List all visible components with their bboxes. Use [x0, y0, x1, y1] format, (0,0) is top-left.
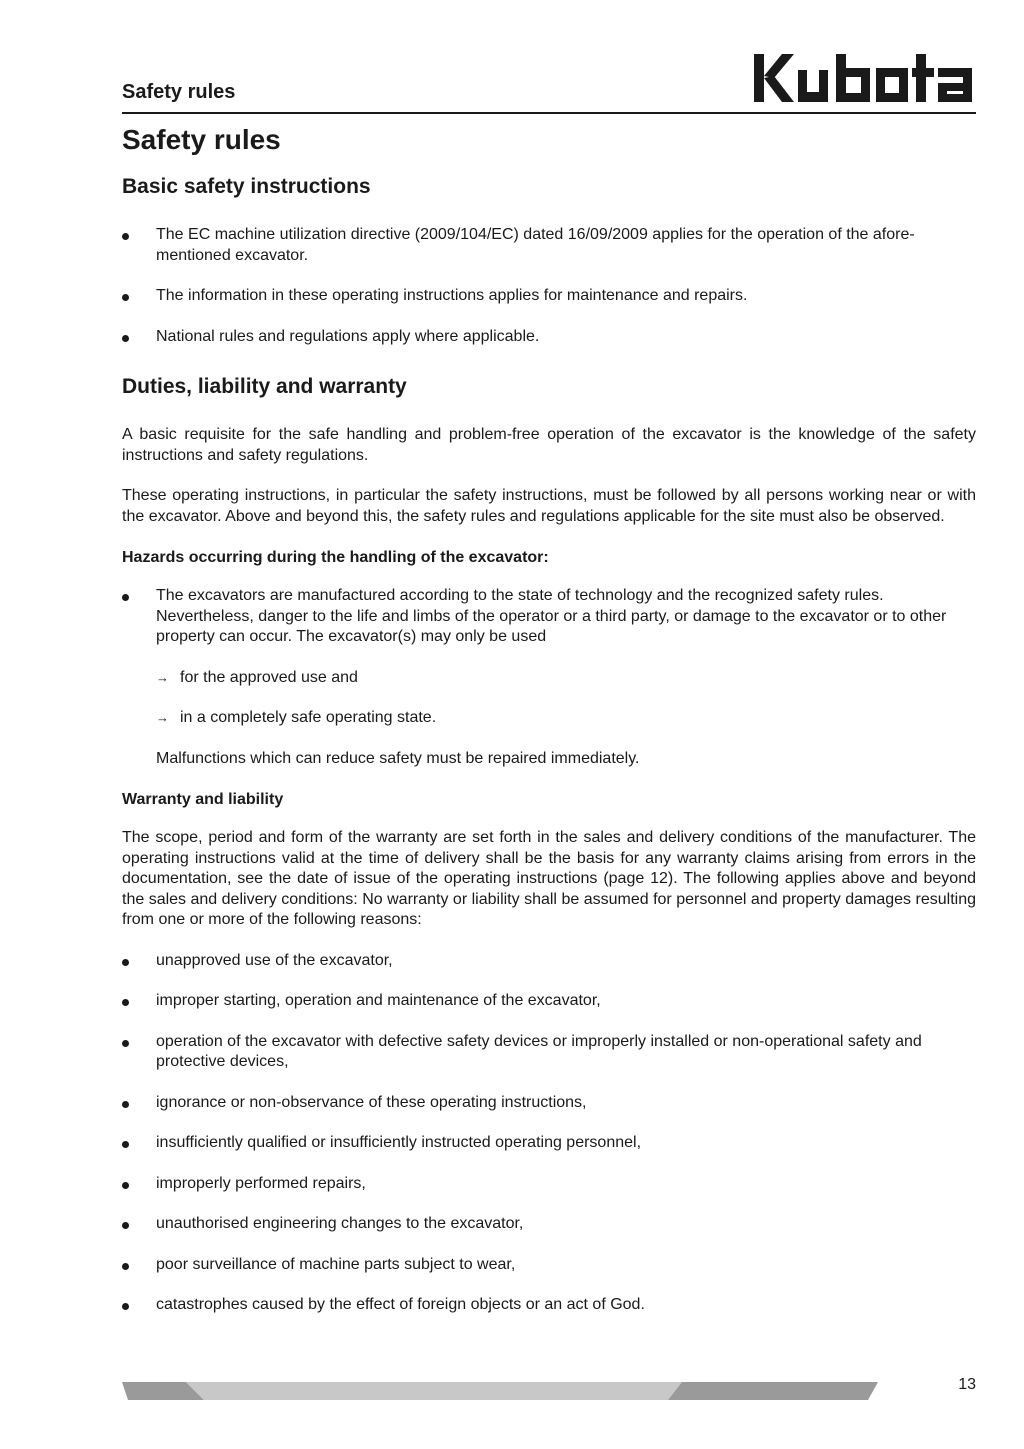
bullet-icon	[122, 1222, 129, 1229]
page-header	[122, 48, 976, 114]
warranty-reasons-list	[122, 951, 976, 1316]
basic-safety-list	[122, 225, 976, 347]
list-item	[122, 991, 976, 1012]
header-section-title: Safety rules	[122, 81, 236, 103]
basic-safety-heading: Basic safety instructions	[122, 175, 371, 198]
list-item-text: insufficiently qualified or insufficiently instructed operating personnel,	[156, 1134, 642, 1151]
list-item-text: improper starting, operation and maintenance of the excavator,	[156, 992, 601, 1009]
page-number: 13	[958, 1376, 976, 1393]
arrow-item-text: in a completely safe operating state.	[180, 709, 437, 726]
footer-decorative-bar	[122, 1380, 882, 1402]
arrow-list-item	[122, 668, 976, 689]
list-item	[122, 1214, 976, 1235]
list-item-text: poor surveillance of machine parts subject to wear,	[156, 1255, 516, 1273]
list-item	[122, 1295, 976, 1316]
arrow-list-item	[122, 708, 976, 729]
bullet-icon	[122, 594, 129, 601]
bullet-icon	[122, 1303, 129, 1310]
list-item	[122, 1255, 976, 1276]
list-item	[122, 286, 976, 307]
list-item-text: ignorance or non-observance of these operating instructions,	[156, 1093, 587, 1111]
bullet-icon	[122, 1040, 129, 1047]
list-item-text: National rules and regulations apply where applicable.	[156, 327, 540, 345]
list-item-text: The EC machine utilization directive (2009/104/EC) dated 16/09/2009 applies for the operation of the afore-mentioned excavator.	[156, 226, 915, 264]
list-item-text: catastrophes caused by the effect of foreign objects or an act of God.	[156, 1296, 645, 1313]
bullet-icon	[122, 233, 129, 240]
page-content	[122, 122, 976, 1316]
bullet-icon	[122, 1141, 129, 1148]
list-item-text: operation of the excavator with defective safety devices or improperly installed or non-operational safety and protective devices,	[156, 1032, 922, 1070]
kubota-logo	[752, 50, 974, 106]
malfunctions-note: Malfunctions which can reduce safety must be repaired immediately.	[156, 749, 640, 767]
bullet-icon	[122, 1101, 129, 1108]
list-item	[122, 1032, 976, 1073]
bullet-icon	[122, 1263, 129, 1270]
duties-paragraph-1: A basic requisite for the safe handling and problem-free operation of the excavator is the knowledge of the safety instructions and safety regulations.	[122, 426, 976, 464]
bullet-icon	[122, 999, 129, 1006]
document-page	[122, 0, 976, 1449]
hazards-list	[122, 586, 976, 648]
list-item	[122, 951, 976, 972]
page-title: Safety rules	[122, 124, 281, 155]
arrow-item-text: for the approved use and	[180, 668, 358, 686]
warranty-heading: Warranty and liability	[122, 791, 284, 808]
list-item-text: The excavators are manufactured according to the state of technology and the recognized safety rules. Nevertheless, danger to the life and limbs of the operator or a third party, or damage to the excavator or to other property can occur. The excavator(s) may only be used	[156, 587, 947, 645]
hazards-heading: Hazards occurring during the handling of the excavator:	[122, 549, 549, 566]
bullet-icon	[122, 335, 129, 342]
duties-heading: Duties, liability and warranty	[122, 375, 407, 398]
bullet-icon	[122, 1182, 129, 1189]
list-item	[122, 225, 976, 266]
duties-paragraph-2: These operating instructions, in particular the safety instructions, must be followed by all persons working near or with the excavator. Above and beyond this, the safety rules and regulations applicable for the site must also be observed.	[122, 487, 976, 525]
list-item	[122, 1093, 976, 1114]
list-item	[122, 1174, 976, 1195]
bullet-icon	[122, 294, 129, 301]
list-item-text: The information in these operating instructions applies for maintenance and repairs.	[156, 287, 748, 304]
bullet-icon	[122, 959, 129, 966]
list-item-text: unapproved use of the excavator,	[156, 951, 393, 969]
list-item	[122, 327, 976, 348]
list-item	[122, 586, 976, 648]
warranty-paragraph: The scope, period and form of the warranty are set forth in the sales and delivery conditions of the manufacturer. The operating instructions valid at the time of delivery shall be the basis for any warranty claims arising from errors in the documentation, see the date of issue of the operating instructions (page 12). The following applies above and beyond the sales and delivery conditions: No warranty or liability shall be assumed for personnel and property damages resulting from one or more of the following reasons:	[122, 829, 976, 928]
arrow-right-icon: →	[156, 710, 169, 725]
list-item-text: unauthorised engineering changes to the excavator,	[156, 1215, 524, 1232]
arrow-right-icon: →	[156, 669, 169, 685]
list-item	[122, 1133, 976, 1154]
list-item-text: improperly performed repairs,	[156, 1174, 366, 1192]
